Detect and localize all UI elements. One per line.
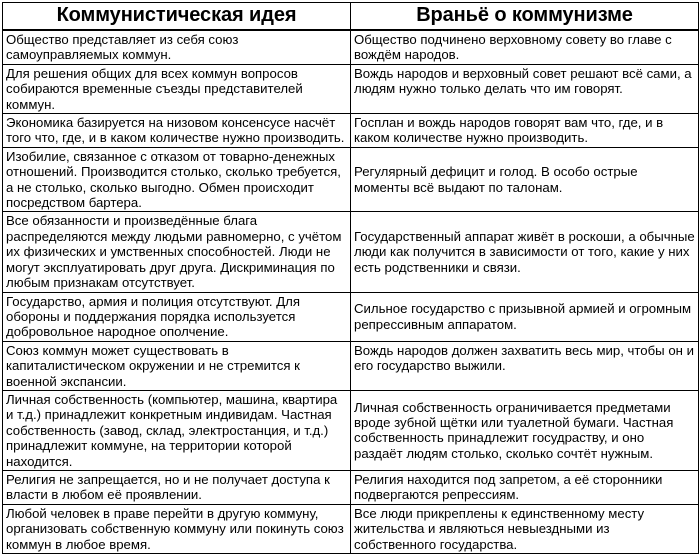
cell-communist-idea: Для решения общих для всех коммун вопросов собираются временные съезды представителей коммун. [3, 64, 351, 113]
cell-communist-idea: Любой человек в праве перейти в другую коммуну, организовать собственную коммуну или покинуть союз коммун в любое время. [3, 504, 351, 553]
column-header-communist-idea: Коммунистическая идея [3, 3, 351, 31]
cell-communist-idea: Религия не запрещается, но и не получает доступа к власти в любом её проявлении. [3, 470, 351, 504]
table-row [3, 147, 699, 212]
table-row [3, 114, 699, 148]
cell-communist-idea: Экономика базируется на низовом консенсусе насчёт того что, где, и в каком количестве нужно производить. [3, 114, 351, 148]
cell-lies-about-communism: Личная собственность ограничивается предметами вроде зубной щётки или туалетной бумаги. Частная собственность принадлежит госудраству, и оно раздаёт людям столько, сколько сочтёт нужным. [351, 390, 699, 470]
column-header-lies-about-communism: Враньё о коммунизме [351, 3, 699, 31]
table-header [3, 3, 699, 31]
table-row [3, 212, 699, 292]
comparison-table [2, 2, 699, 554]
table-body [3, 30, 699, 554]
cell-lies-about-communism: Регулярный дефицит и голод. В особо острые моменты всё выдают по талонам. [351, 147, 699, 212]
cell-lies-about-communism: Вождь народов и верховный совет решают всё сами, а людям нужно только делать что им говорят. [351, 64, 699, 113]
cell-communist-idea: Изобилие, связанное с отказом от товарно-денежных отношений. Производится столько, сколько требуется, а не столько, сколько выгодно. Обмен происходит посредством бартера. [3, 147, 351, 212]
header-row [3, 3, 699, 31]
cell-lies-about-communism: Религия находится под запретом, а её сторонники подвергаются репрессиям. [351, 470, 699, 504]
table-row [3, 30, 699, 64]
table-row [3, 341, 699, 390]
cell-communist-idea: Государство, армия и полиция отсутствуют. Для обороны и поддержания порядка используется добровольное народное ополчение. [3, 292, 351, 341]
comparison-table-container [2, 0, 698, 554]
table-row [3, 470, 699, 504]
cell-lies-about-communism: Госплан и вождь народов говорят вам что, где, и в каком количестве нужно производить. [351, 114, 699, 148]
table-row [3, 390, 699, 470]
table-row [3, 292, 699, 341]
cell-lies-about-communism: Все люди прикреплены к единственному месту жительства и являються невыездными из собственного государства. [351, 504, 699, 553]
cell-lies-about-communism: Сильное государство с призывной армией и огромным репрессивным аппаратом. [351, 292, 699, 341]
cell-communist-idea: Личная собственность (компьютер, машина, квартира и т.д.) принадлежит конкретным индивидам. Частная собственность (завод, склад, электростанция, и т.д.) принадлежит коммуне, на территории которой находится. [3, 390, 351, 470]
cell-communist-idea: Союз коммун может существовать в капиталистическом окружении и не стремится к военной экспансии. [3, 341, 351, 390]
cell-lies-about-communism: Общество подчинено верховному совету во главе с вождём народов. [351, 30, 699, 64]
table-row [3, 64, 699, 113]
cell-lies-about-communism: Государственный аппарат живёт в роскоши, а обычные люди как получится в зависимости от того, какие у них есть родственники и связи. [351, 212, 699, 292]
cell-communist-idea: Общество представляет из себя союз самоуправляемых коммун. [3, 30, 351, 64]
cell-lies-about-communism: Вождь народов должен захватить весь мир, чтобы он и его государство выжили. [351, 341, 699, 390]
table-row [3, 504, 699, 553]
cell-communist-idea: Все обязанности и произведённые блага распределяются между людьми равномерно, с учётом их физических и умственных способностей. Люди не могут эксплуатировать друг друга. Дискриминация по любым признакам отсутствует. [3, 212, 351, 292]
